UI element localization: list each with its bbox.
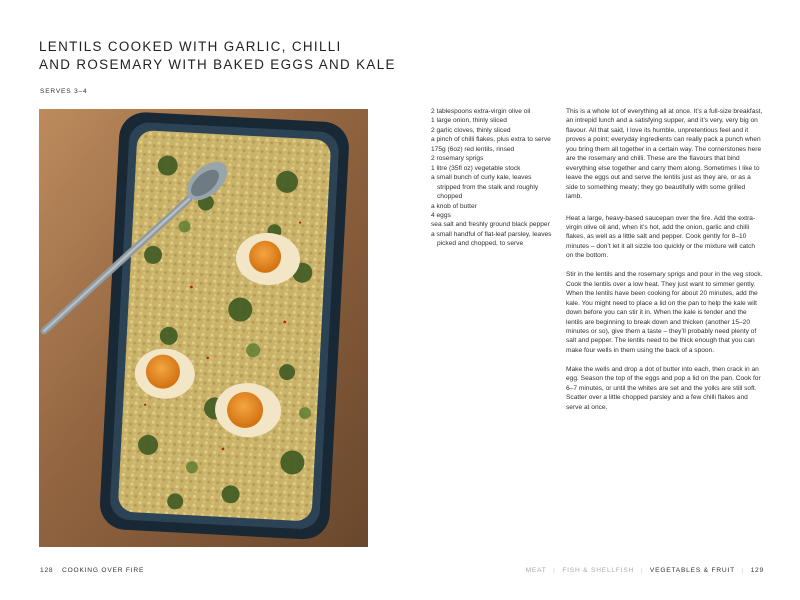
ingredient-item: 2 rosemary sprigs	[431, 155, 484, 163]
ingredient-item: a small bunch of curly kale, leaves stripped from the stalk and roughly chopped	[431, 174, 539, 201]
footer-left	[40, 567, 144, 574]
method-text	[566, 107, 763, 422]
ingredient-item: 175g (6oz) red lentils, rinsed	[431, 145, 515, 153]
section-nav-separator: |	[553, 567, 556, 574]
method-step-2: Stir in the lentils and the rosemary sprigs and pour in the veg stock. Cook the lentils over a low heat. They just want to simmer gently. When the lentils have been cooking for about 20 minutes, add the kale. You might need to place a lid on the pan to help the kale wilt down before you can stir it in. When the kale is tender and the lentils are beginning to break down and thicken (another 15–20 minutes or so), give them a taste – they’ll probably need plenty of salt and pepper. The lentils need to be thick enough that you can make four wells in them using the back of a spoon.	[566, 271, 763, 354]
ingredient-item: sea salt and freshly ground black pepper	[431, 221, 550, 229]
ingredient-item: 4 eggs	[431, 211, 451, 219]
recipe-title-line-1: LENTILS COOKED WITH GARLIC, CHILLI	[39, 39, 342, 54]
section-nav-separator: |	[741, 567, 744, 574]
method-step-1: Heat a large, heavy-based saucepan over the fire. Add the extra-virgin olive oil and, when it’s hot, add the onion, garlic and chilli flakes, as well as a little salt and pepper. Cook gently for 8–10 minutes – don’t let it all sizzle too quickly or the mixture will catch on the bottom.	[566, 214, 756, 260]
footer-right	[522, 567, 764, 574]
ingredient-item: 1 large onion, thinly sliced	[431, 117, 507, 125]
ingredient-item: 2 garlic cloves, thinly sliced	[431, 126, 511, 134]
ingredient-item: 1 litre (35fl oz) vegetable stock	[431, 164, 521, 172]
section-nav-vegetables: VEGETABLES & FRUIT	[649, 567, 735, 574]
method-step-3: Make the wells and drop a dot of butter into each, then crack in an egg. Season the top of the eggs and pop a lid on the pan. Cook for 6–7 minutes, or until the whites are set and the yolks are still soft. Scatter over a little chopped parsley and a few chilli flakes and serve at once.	[566, 365, 761, 411]
ingredient-item: a small handful of flat-leaf parsley, leaves picked and chopped, to serve	[431, 230, 552, 248]
ingredients-list	[431, 107, 556, 249]
serves-label: SERVES 3–4	[40, 88, 88, 95]
ingredient-item: a knob of butter	[431, 202, 477, 210]
section-nav-separator: |	[640, 567, 644, 574]
baked-eggs-lentils-dish-photo-icon	[39, 109, 368, 547]
recipe-title	[39, 38, 396, 73]
dish-photo	[39, 109, 368, 547]
recipe-intro: This is a whole lot of everything all at once. It’s a full-size breakfast, an intrepid lunch and a satisfying supper, and it’s very, very big on flavour. All that said, I love its humble, unpretentious feel and it proves a point; everyday ingredients can really pack a punch when you bring them all together in a certain way. The cornerstones here are the rosemary and chilli. These are the flavours that bind everything else together and carry them along. Sometimes I like to leave the eggs out and serve the lentils just as they are, or as a side to something meaty; they go beautifully with some grilled lamb.	[566, 108, 763, 201]
section-nav-meat: MEAT	[525, 567, 547, 574]
ingredient-item: 2 tablespoons extra-virgin olive oil	[431, 108, 531, 115]
ingredient-item: a pinch of chilli flakes, plus extra to serve	[431, 136, 551, 144]
page-number-left: 128	[40, 567, 54, 574]
book-title: COOKING OVER FIRE	[62, 567, 145, 574]
section-nav-fish: FISH & SHELLFISH	[562, 567, 635, 574]
recipe-title-line-2: AND ROSEMARY WITH BAKED EGGS AND KALE	[39, 56, 396, 72]
page-number-right: 129	[750, 567, 764, 574]
